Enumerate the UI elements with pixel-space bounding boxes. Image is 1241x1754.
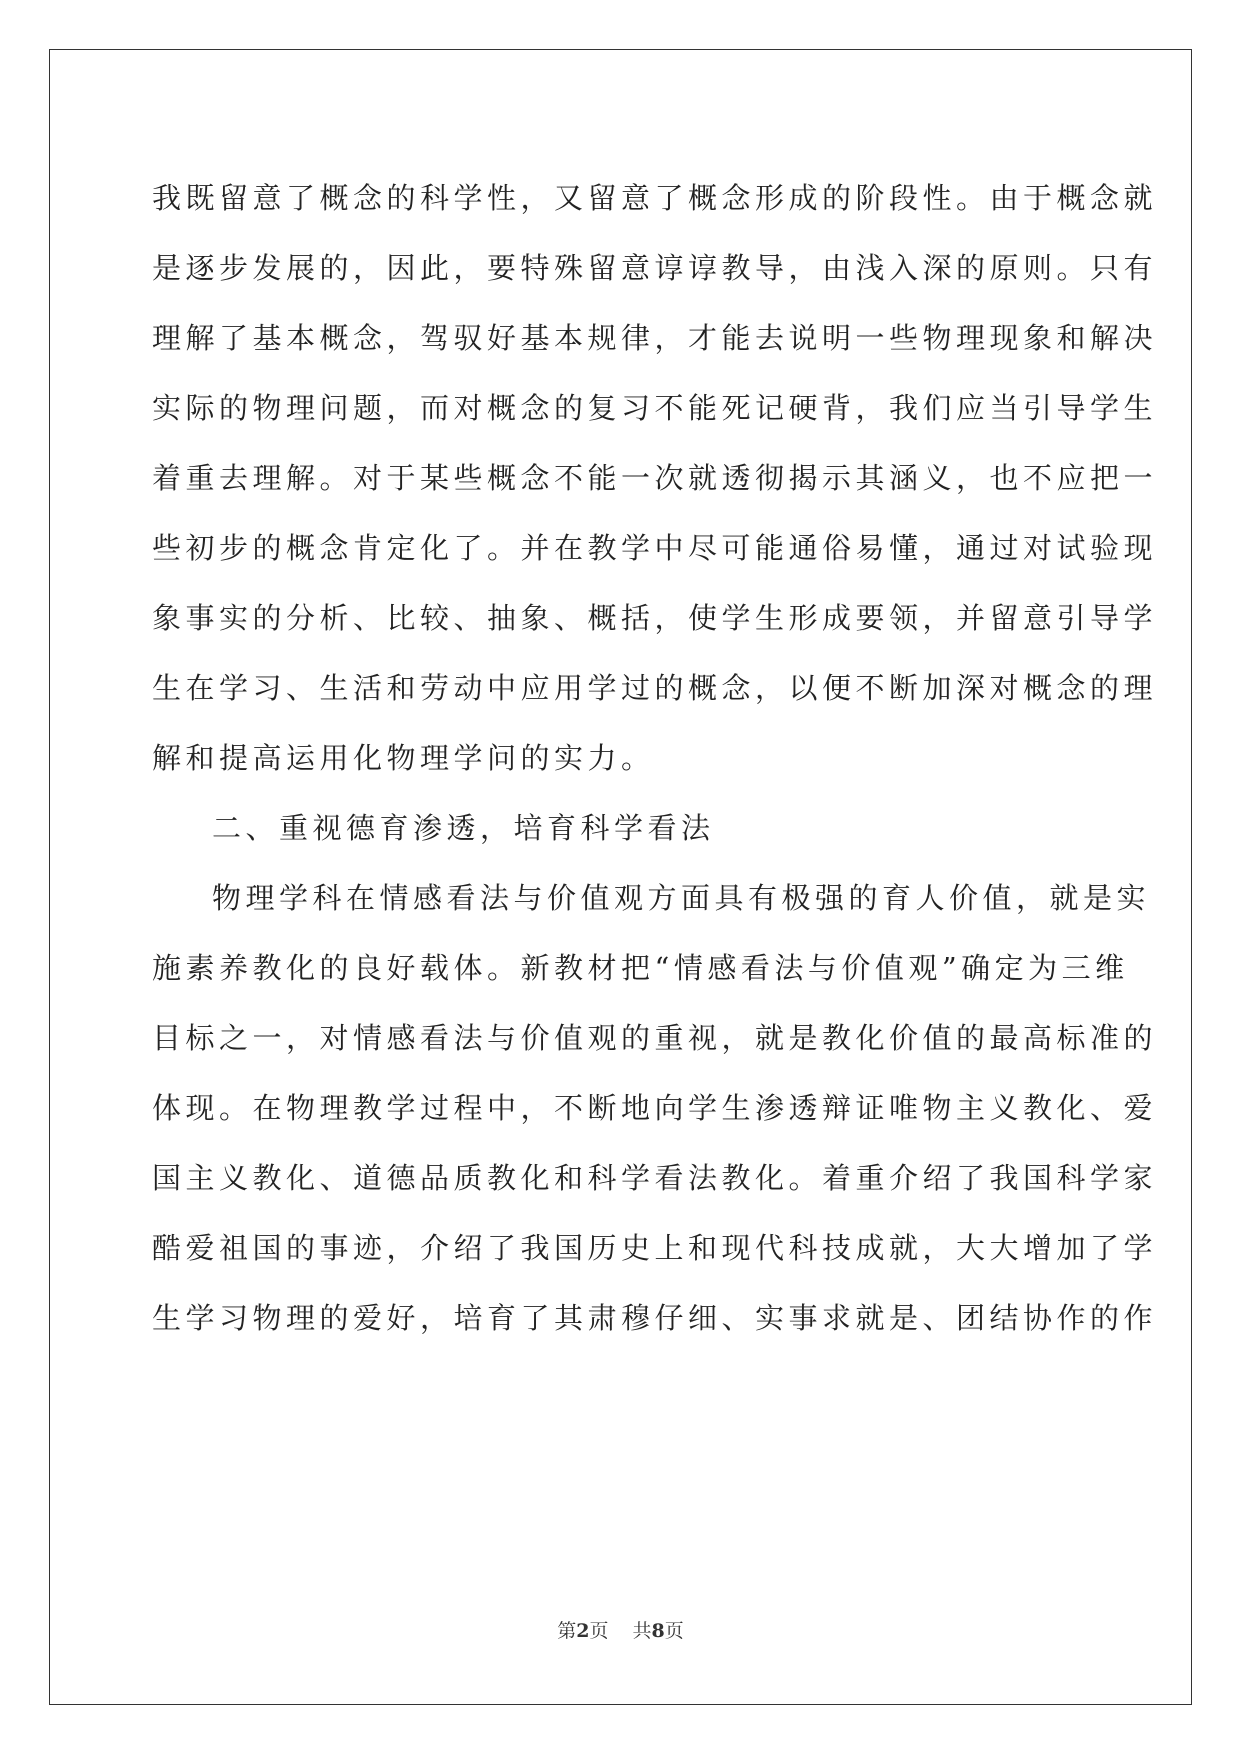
text-line: 理解了基本概念，驾驭好基本规律，才能去说明一些物理现象和解决 xyxy=(152,321,1158,355)
page-suffix: 页 xyxy=(589,1620,609,1642)
total-suffix: 页 xyxy=(664,1620,684,1642)
text-line: 象事实的分析、比较、抽象、概括，使学生形成要领，并留意引导学 xyxy=(152,601,1158,635)
total-prefix: 共 xyxy=(632,1620,652,1642)
text-line: 实际的物理问题，而对概念的复习不能死记硬背，我们应当引导学生 xyxy=(152,391,1158,425)
text-line: 我既留意了概念的科学性，又留意了概念形成的阶段性。由于概念就 xyxy=(152,181,1158,215)
text-line: 施素养教化的良好载体。新教材把“情感看法与价值观”确定为三维 xyxy=(152,951,1129,985)
text-line: 国主义教化、道德品质教化和科学看法教化。着重介绍了我国科学家 xyxy=(152,1161,1158,1195)
text-line: 解和提高运用化物理学问的实力。 xyxy=(152,741,655,775)
text-line: 体现。在物理教学过程中，不断地向学生渗透辩证唯物主义教化、爱 xyxy=(152,1091,1158,1125)
section-heading: 二、重视德育渗透，培育科学看法 xyxy=(212,811,715,845)
page-prefix: 第 xyxy=(557,1620,577,1642)
text-line: 物理学科在情感看法与价值观方面具有极强的育人价值，就是实 xyxy=(212,881,1151,915)
text-line: 些初步的概念肯定化了。并在教学中尽可能通俗易懂，通过对试验现 xyxy=(152,531,1158,565)
text-line: 酷爱祖国的事迹，介绍了我国历史上和现代科技成就，大大增加了学 xyxy=(152,1231,1158,1265)
page-number: 2 xyxy=(576,1620,590,1642)
text-line: 是逐步发展的，因此，要特殊留意谆谆教导，由浅入深的原则。只有 xyxy=(152,251,1158,285)
page-footer xyxy=(0,1616,1241,1643)
total-pages: 8 xyxy=(651,1620,665,1642)
text-line: 着重去理解。对于某些概念不能一次就透彻揭示其涵义，也不应把一 xyxy=(152,461,1158,495)
text-line: 生在学习、生活和劳动中应用学过的概念，以便不断加深对概念的理 xyxy=(152,671,1158,705)
text-line: 生学习物理的爱好，培育了其肃穆仔细、实事求就是、团结协作的作 xyxy=(152,1301,1158,1335)
text-line: 目标之一，对情感看法与价值观的重视，就是教化价值的最高标准的 xyxy=(152,1021,1158,1055)
